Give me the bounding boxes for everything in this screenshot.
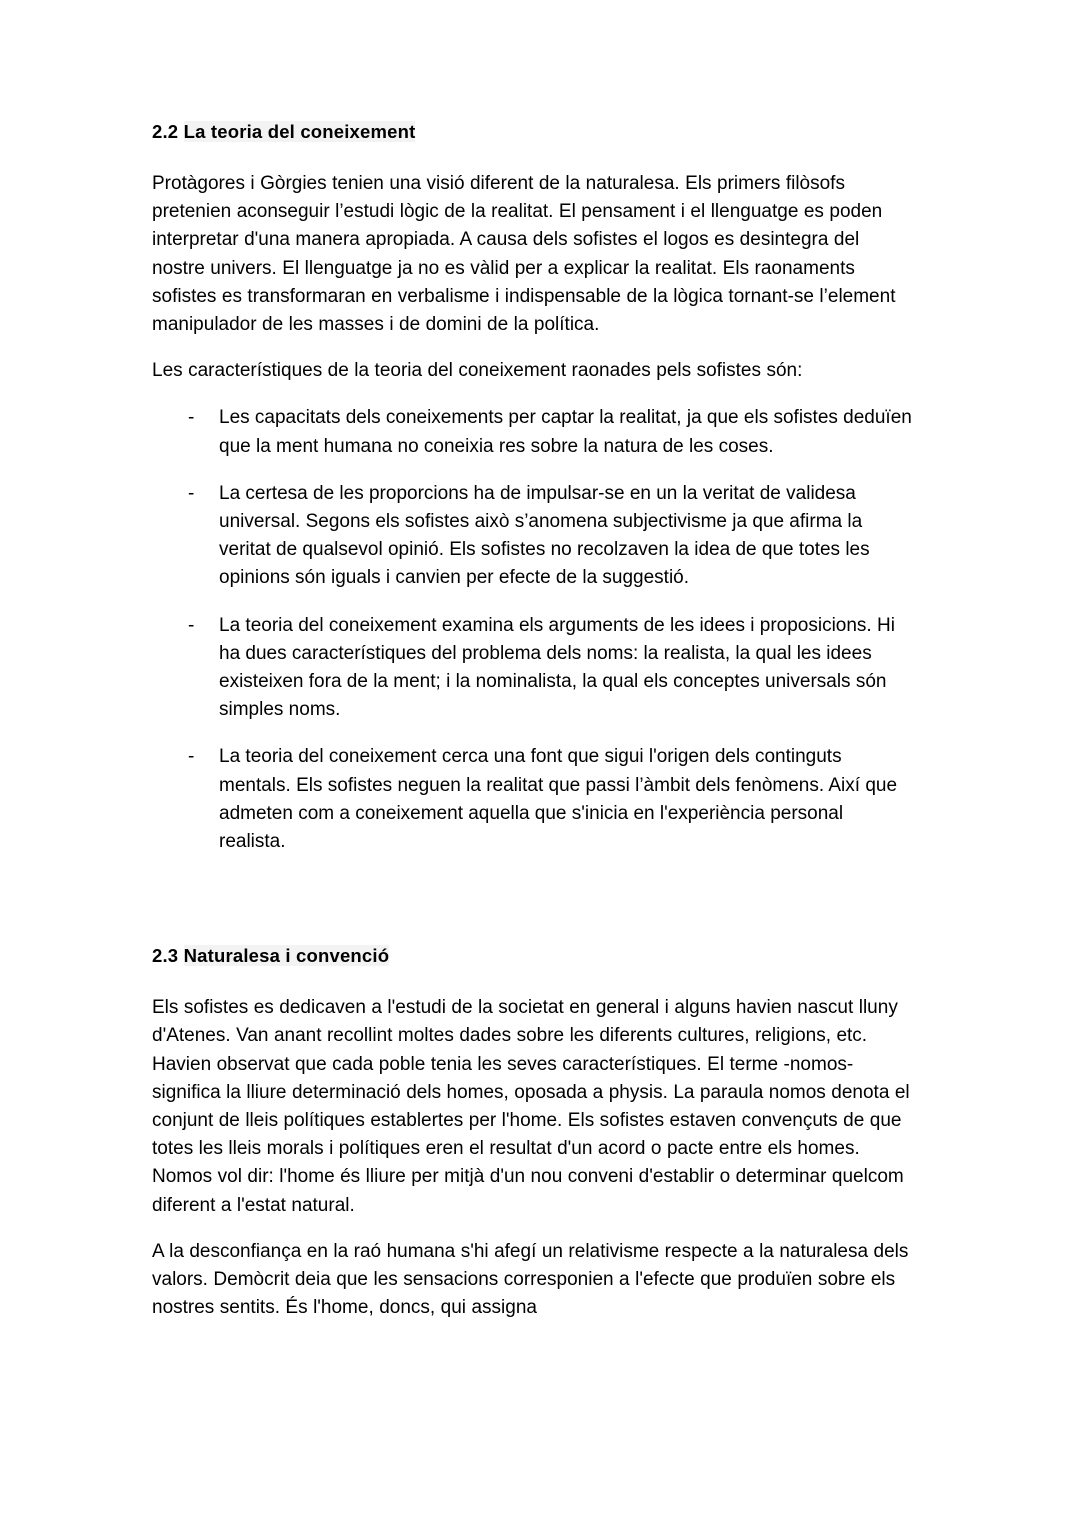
list-item-text: La teoria del coneixement cerca una font que sigui l'origen dels continguts mentals. Els sofistes neguen la realitat que passi l’àmbit dels fenòmens. Així que admeten com a coneixement aquella que s'inicia en l'experiència personal realista. — [219, 746, 898, 853]
spacer — [152, 856, 914, 942]
section-heading-2-3 — [152, 942, 914, 970]
dash-bullet-icon: - — [188, 407, 195, 429]
spacer — [152, 970, 914, 994]
document-body — [152, 118, 914, 1323]
spacer — [152, 339, 914, 357]
spacer — [152, 724, 914, 743]
spacer — [152, 461, 914, 480]
spacer — [152, 385, 914, 404]
list-item — [152, 743, 914, 856]
spacer — [152, 146, 914, 170]
section-heading-2-2 — [152, 118, 914, 146]
dash-bullet-icon: - — [188, 482, 195, 504]
section-title: Naturalesa i convenció — [183, 945, 390, 967]
dash-bullet-icon: - — [188, 746, 195, 768]
spacer — [152, 593, 914, 612]
spacer — [152, 1220, 914, 1238]
list-item-text: La certesa de les proporcions ha de impulsar-se en un la veritat de validesa universal. Segons els sofistes això s’anomena subjectivisme ja que afirma la veritat de qualsevol opinió. Els sofistes no recolzaven la idea de que totes les opinions són iguals i canvien per efecte de la suggestió. — [219, 482, 870, 589]
list-item — [152, 612, 914, 725]
paragraph: Protàgores i Gòrgies tenien una visió diferent de la naturalesa. Els primers filòsofs pretenien aconseguir l’estudi lògic de la realitat. El pensament i el llenguatge es poden interpretar d'una manera apropiada. A causa dels sofistes el logos es desintegra del nostre univers. El llenguatge ja no es vàlid per a explicar la realitat. Els raonaments sofistes es transformaran en verbalisme i indispensable de la lògica tornant-se l’element manipulador de les masses i de domini de la política. — [152, 173, 896, 336]
section-number: 2.3 — [152, 945, 179, 967]
list-item-text: La teoria del coneixement examina els arguments de les idees i proposicions. Hi ha dues característiques del problema dels noms: la realista, la qual les idees existeixen fora de la ment; i la nominalista, la qual els conceptes universals són simples noms. — [219, 614, 895, 721]
list-item — [152, 404, 914, 460]
paragraph: Les característiques de la teoria del coneixement raonades pels sofistes són: — [152, 360, 803, 382]
list-item — [152, 480, 914, 593]
bullet-list-2-2 — [152, 404, 914, 856]
paragraph: Els sofistes es dedicaven a l'estudi de la societat en general i alguns havien nascut lluny d'Atenes. Van anant recollint moltes dades sobre les diferents cultures, religions, etc. Havien observat que cada poble tenia les seves característiques. El terme -nomos- significa la lliure determinació dels homes, oposada a physis. La paraula nomos denota el conjunt de lleis polítiques establertes per l'home. Els sofistes estaven convençuts de que totes les lleis morals i polítiques eren el resultat d'un acord o pacte entre els homes. Nomos vol dir: l'home és lliure per mitjà d'un nou conveni d'establir o determinar quelcom diferent a l'estat natural. — [152, 997, 910, 1216]
dash-bullet-icon: - — [188, 614, 195, 636]
paragraph: A la desconfiança en la raó humana s'hi afegí un relativisme respecte a la naturalesa dels valors. Demòcrit deia que les sensacions corresponien a l'efecte que produïen sobre els nostres sentits. És l'home, doncs, qui assigna — [152, 1240, 909, 1319]
section-title: La teoria del coneixement — [183, 121, 416, 142]
section-number: 2.2 — [152, 121, 179, 142]
list-item-text: Les capacitats dels coneixements per captar la realitat, ja que els sofistes deduïen que la ment humana no coneixia res sobre la natura de les coses. — [219, 407, 912, 457]
